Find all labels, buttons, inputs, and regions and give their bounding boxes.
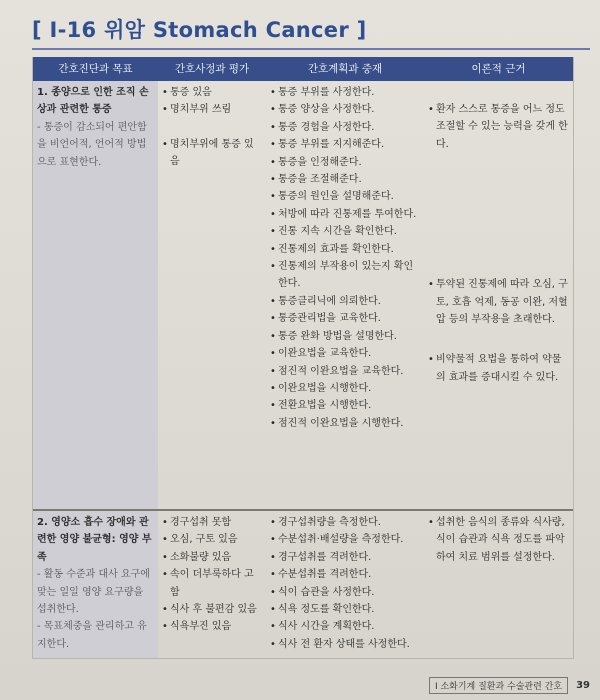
- diagnosis-cell: [33, 511, 158, 658]
- intervention-item: • 이완요법을 교육한다.: [270, 345, 420, 362]
- intervention-item: • 식이 습관을 사정한다.: [270, 584, 420, 601]
- assessment-item: • 오심, 구토 있음: [162, 531, 262, 548]
- rationale-cell: [424, 81, 573, 509]
- intervention-item: • 통증클리닉에 의뢰한다.: [270, 293, 420, 310]
- intervention-item: • 통증 완화 방법을 설명한다.: [270, 328, 420, 345]
- assessment-item: • 명치부위 쓰림: [162, 101, 262, 118]
- intervention-item: • 이완요법을 시행한다.: [270, 380, 420, 397]
- assessment-item: • 통증 있음: [162, 84, 262, 101]
- intervention-item: • 통증 경험을 사정한다.: [270, 119, 420, 136]
- assessment-item: • 식욕부진 있음: [162, 618, 262, 635]
- rationale-item: • 섭취한 음식의 종류와 식사량, 식이 습관과 식욕 정도를 파악하여 치료 범위를 설정한다.: [428, 514, 569, 566]
- assessment-item: • 속이 더부룩하다 고 함: [162, 566, 262, 601]
- intervention-item: • 진통제의 부작용이 있는지 확인한다.: [270, 258, 420, 293]
- intervention-cell: [266, 511, 424, 658]
- intervention-item: • 진통제의 효과를 확인한다.: [270, 241, 420, 258]
- intervention-item: • 점진적 이완요법을 교육한다.: [270, 363, 420, 380]
- header-diagnosis: 간호진단과 목표: [58, 63, 133, 75]
- page-title: [ I-16 위암 Stomach Cancer ]: [32, 18, 367, 42]
- intervention-item: • 전환요법을 시행한다.: [270, 397, 420, 414]
- page-number: 39: [576, 680, 590, 691]
- goal-text: - 통증이 감소되어 편안함을 비언어적, 언어적 방법으로 표현한다.: [37, 121, 147, 168]
- assessment-item: • 경구섭취 못함: [162, 514, 262, 531]
- diagnosis-cell: [33, 81, 158, 509]
- intervention-item: • 수분섭취·배설량을 측정한다.: [270, 531, 420, 548]
- intervention-item: • 통증의 원인을 설명해준다.: [270, 188, 420, 205]
- table-row: [33, 81, 573, 511]
- intervention-item: • 점진적 이완요법을 시행한다.: [270, 415, 420, 432]
- intervention-item: • 통증 부위를 지지해준다.: [270, 136, 420, 153]
- page-footer: [429, 677, 590, 694]
- assessment-cell: [158, 511, 266, 658]
- rationale-item: • 투약된 진통제에 따라 오심, 구토, 호흡 억제, 동공 이완, 저혈압 등의 부작용을 초래한다.: [428, 276, 569, 328]
- care-plan-table: [32, 57, 574, 659]
- goal-text: - 활동 수준과 대사 요구에 맞는 일일 영양 요구량을 섭취한다.: [37, 569, 150, 616]
- title-divider: [32, 48, 590, 50]
- assessment-item: • 명치부위에 통증 있음: [162, 136, 262, 171]
- table-row: [33, 511, 573, 658]
- intervention-item: • 수분섭취를 격려한다.: [270, 566, 420, 583]
- intervention-item: • 통증을 조절해준다.: [270, 171, 420, 188]
- header-assessment: 간호사정과 평가: [174, 63, 250, 75]
- intervention-item: • 식사 전 환자 상태를 사정한다.: [270, 636, 420, 653]
- intervention-item: • 식욕 정도를 확인한다.: [270, 601, 420, 618]
- table-header: [33, 57, 573, 81]
- goal-text: - 목표체중을 관리하고 유지한다.: [37, 621, 147, 650]
- intervention-item: • 통증 부위를 사정한다.: [270, 84, 420, 101]
- intervention-item: • 처방에 따라 진통제를 투여한다.: [270, 206, 420, 223]
- intervention-item: • 경구섭취량을 측정한다.: [270, 514, 420, 531]
- intervention-item: • 경구섭취를 격려한다.: [270, 549, 420, 566]
- diagnosis-text: 1. 종양으로 인한 조직 손상과 관련한 통증: [37, 87, 149, 116]
- rationale-item: • 환자 스스로 통증을 어느 정도 조절할 수 있는 능력을 갖게 한다.: [428, 101, 569, 153]
- intervention-item: • 진통 지속 시간을 확인한다.: [270, 223, 420, 240]
- intervention-item: • 통증 양상을 사정한다.: [270, 101, 420, 118]
- header-rationale: 이론적 근거: [471, 63, 526, 75]
- assessment-cell: [158, 81, 266, 509]
- diagnosis-text: 2. 영양소 흡수 장애와 관련한 영양 불균형: 영양 부족: [37, 517, 152, 563]
- rationale-cell: [424, 511, 573, 658]
- chapter-label: I 소화기계 질환과 수술관련 간호: [429, 677, 568, 694]
- intervention-item: • 통증을 인정해준다.: [270, 154, 420, 171]
- intervention-item: • 통증관리법을 교육한다.: [270, 310, 420, 327]
- assessment-item: • 식사 후 불편감 있음: [162, 601, 262, 618]
- rationale-item: • 비약물적 요법을 통하여 약물의 효과를 증대시킬 수 있다.: [428, 351, 569, 386]
- header-intervention: 간호계획과 중재: [307, 63, 383, 75]
- intervention-cell: [266, 81, 424, 509]
- intervention-item: • 식사 시간을 계획한다.: [270, 618, 420, 635]
- assessment-item: • 소화불량 있음: [162, 549, 262, 566]
